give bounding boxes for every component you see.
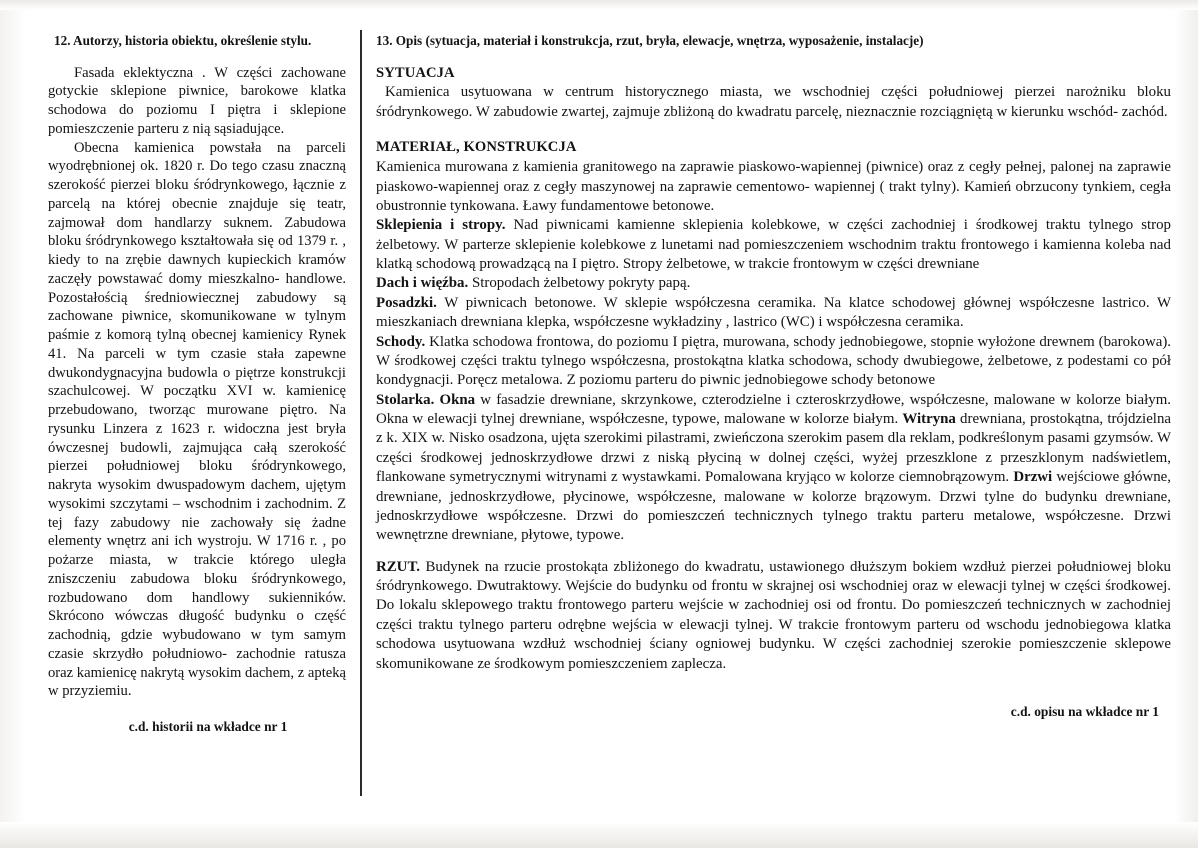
entry-label-okna: Okna bbox=[439, 391, 476, 408]
entry-text-drzwi: wejściowe główne, drewniane, jednoskrzydłowe, płycinowe, współczesne, malowane w kolorze brązowym. Drzwi tylne do budynku drewniane, jednoskrzydłowe współczesne. Drzwi do pomieszczeń technicznych tylnego traktu parteru metalowe, współczesne. Drzwi wewnętrzne drewniane, płytowe, typowe. bbox=[376, 469, 1171, 544]
entry-label-drzwi: Drzwi bbox=[1013, 469, 1053, 486]
column-description bbox=[376, 33, 1171, 720]
rzut-paragraph: Budynek na rzucie prostokąta zbliżonego do kwadratu, ustawionego dłuższym bokiem wzdłuż pierzei południowej bloku śródrynkowego. Dwutraktowy. Wejście do budynku od frontu w skrajnej osi wschodniej oraz w elewacji tylnej w części środkowej. Do lokalu sklepowego traktu frontowego parteru wejście w zachodniej osi od frontu. Do pomieszczeń technicznych w zachodniej części traktu tylnego parteru odrębne wejścia w elewacji tylnej. W trakcie frontowym parteru od wschodu jednobiegowa klatka schodowa usytuowana wzdłuż wschodniej ściany ogniowej budynku. W części zachodniej szerokie pomieszczenie sklepowe skomunikowane ze środkowym pomieszczeniem zaplecza. bbox=[376, 558, 1171, 672]
entry-label-stolarka: Stolarka. bbox=[376, 391, 435, 408]
entry-label-witryna: Witryna bbox=[902, 411, 956, 428]
entry-schody bbox=[376, 333, 1171, 391]
section-heading-sytuacja: SYTUACJA bbox=[376, 64, 455, 81]
history-paragraph-1: Fasada eklektyczna . W części zachowane gotyckie sklepione piwnice, barokowe klatka schodowa do poziomu I piętra i sklepione pomieszczenie parteru z nią sąsiadujące. bbox=[48, 64, 346, 137]
entry-posadzki bbox=[376, 294, 1171, 333]
entry-text-okna: w fasadzie drewniane, skrzynkowe, czterodzielne i czteroskrzydłowe, współczesne, malowane w kolorze białym. Okna w elewacji tylnej drewniane, współczesne, typowe, malowane w kolorze białym. bbox=[376, 391, 1171, 428]
material-paragraph: Kamienica murowana z kamienia granitowego na zaprawie piaskowo-wapiennej (piwnice) oraz z cegły pełnej, palonej na zaprawie piaskowo-wapiennej oraz z cegły maszynowej na zaprawie cementowo- wapiennej ( trakt tylny). Kamień obrzucony tynkiem, cegła obustronnie tynkowana. Ławy fundamentowe betonowe. bbox=[376, 159, 1171, 214]
history-continuation-note: c.d. historii na wkładce nr 1 bbox=[128, 719, 288, 734]
field-heading-13: 13. Opis (sytuacja, materiał i konstrukcja, rzut, bryła, elewacje, wnętrza, wyposażenie, instalacje) bbox=[376, 33, 924, 48]
entry-text-sklepienia-i-stropy: Nad piwnicami kamienne sklepienia kolebkowe, w części zachodniej i środkowej traktu tylnego strop żelbetowy. W parterze sklepienie kolebkowe z lunetami nad pomieszczeniem wschodnim traktu frontowego i kamienna koleba nad klatką schodową prowadzącą na I piętro. Stropy żelbetowe, w trakcie frontowym w części drewniane bbox=[376, 217, 1171, 273]
history-paragraph-2: Obecna kamienica powstała na parceli wyodrębnionej ok. 1820 r. Do tego czasu znaczną szerokość pierzei bloku śródrynkowego, łącznie z parcelą na której obecnie znajduje się teatr, zajmował dom handlarzy suknem. Zabudowa bloku śródrynkowego kształtowała się od 1379 r. , kiedy to na zrębie dawnych kupieckich kramów zaczęły powstawać domy mieszkalno- handlowe. Pozostałością średniowiecznej zabudowy są zachowane piwnice, skomunikowane w tylnym paśmie z komorą tylną obecnej kamienicy Rynek 41. Na parceli w tym czasie stała zapewne dwukondygnacyjna budowla o piętrze konstrukcji szachulcowej. W początku XVI w. kamienicę przebudowano, tworząc murowane piętro. Na rysunku Linzera z 1623 r. widoczna jest bryła ówczesnej budowli, zajmująca całą szerokość pierzei południowej bloku śródrynkowego, nakryta wysokim dwuspadowym dachem, ujętym wysokimi szczytami – wschodnim i zachodnim. Z tej fazy zabudowy nie zachowały się żadne elementy wnętrz ani ich wystroju. W 1716 r. , po pożarze miasta, w trakcie którego uległa zniszczeniu zabudowa bloku śródrynkowego, rozbudowano dom handlowy sukienników. Skrócono wówczas długość budynku o część zachodnią, gdzie wybudowano w tym samym czasie skrzydło południowo- zachodnie ratusza oraz kamienicę nakrytą wysokim dachem, z apteką w przyziemiu. bbox=[48, 139, 346, 700]
entry-text-dach-i-wiezba: Stropodach żelbetowy pokryty papą. bbox=[468, 275, 691, 292]
column-divider bbox=[360, 30, 362, 796]
description-continuation-note: c.d. opisu na wkładce nr 1 bbox=[1010, 703, 1159, 719]
entry-text-witryna: drewniana, prostokątna, trójdzielna z k. XIX w. Nisko osadzona, ujęta szerokimi pilastrami, zwieńczona szerokim pasem dla reklam, podkreślonym pasami gzymsów. W części środkowej jednoskrzydłowe drzwi z niską płyciną w dolnej części, wyżej przeszklone z przeszklonym nadświetlem, flankowane symetrycznymi witrynami z wystawkami. Pomalowana kryjąco w kolorze ciemnobrązowym. bbox=[376, 411, 1171, 486]
field-heading-12: 12. Autorzy, historia obiektu, określenie stylu. bbox=[54, 33, 312, 48]
entry-label-posadzki: Posadzki. bbox=[376, 294, 437, 311]
entry-stolarka bbox=[376, 391, 1171, 546]
entry-text-schody: Klatka schodowa frontowa, do poziomu I piętra, murowana, schody jednobiegowe, stopnie wyłożone drewnem (barokowa). W środkowej części traktu tylnego współczesna, prostokątna klatka schodowa, schody dwubiegowe, żelbetowe, z podestami co pół kondygnacji. Poręcz metalowa. Z poziomu parteru do piwnic jednobiegowe schody betonowe bbox=[376, 333, 1171, 389]
entry-dach-i-wiezba bbox=[376, 274, 1171, 293]
sytuacja-paragraph: Kamienica usytuowana w centrum historycznego miasta, we wschodniej części południowej pierzei narożniku bloku śródrynkowego. W zabudowie zwartej, zajmuje zbliżoną do kwadratu parcelę, nieznacznie rozciągniętą w kierunku wschód- zachód. bbox=[376, 84, 1171, 120]
section-heading-rzut: RZUT. bbox=[376, 558, 420, 575]
section-rzut bbox=[376, 558, 1171, 674]
entry-label-sklepienia-i-stropy: Sklepienia i stropy. bbox=[376, 217, 506, 234]
entry-label-schody: Schody. bbox=[376, 333, 426, 350]
entry-text-posadzki: W piwnicach betonowe. W sklepie współczesna ceramika. Na klatce schodowej głównej współczesne lastrico. W mieszkaniach drewniana klepka, współczesne wykładziny , lastrico (WC) i współczesna ceramika. bbox=[376, 294, 1171, 331]
section-heading-material-konstrukcja: MATERIAŁ, KONSTRUKCJA bbox=[376, 139, 577, 156]
entry-label-dach-i-wiezba: Dach i więźba. bbox=[376, 275, 469, 292]
entry-sklepienia-i-stropy bbox=[376, 216, 1171, 274]
column-history bbox=[48, 33, 346, 735]
